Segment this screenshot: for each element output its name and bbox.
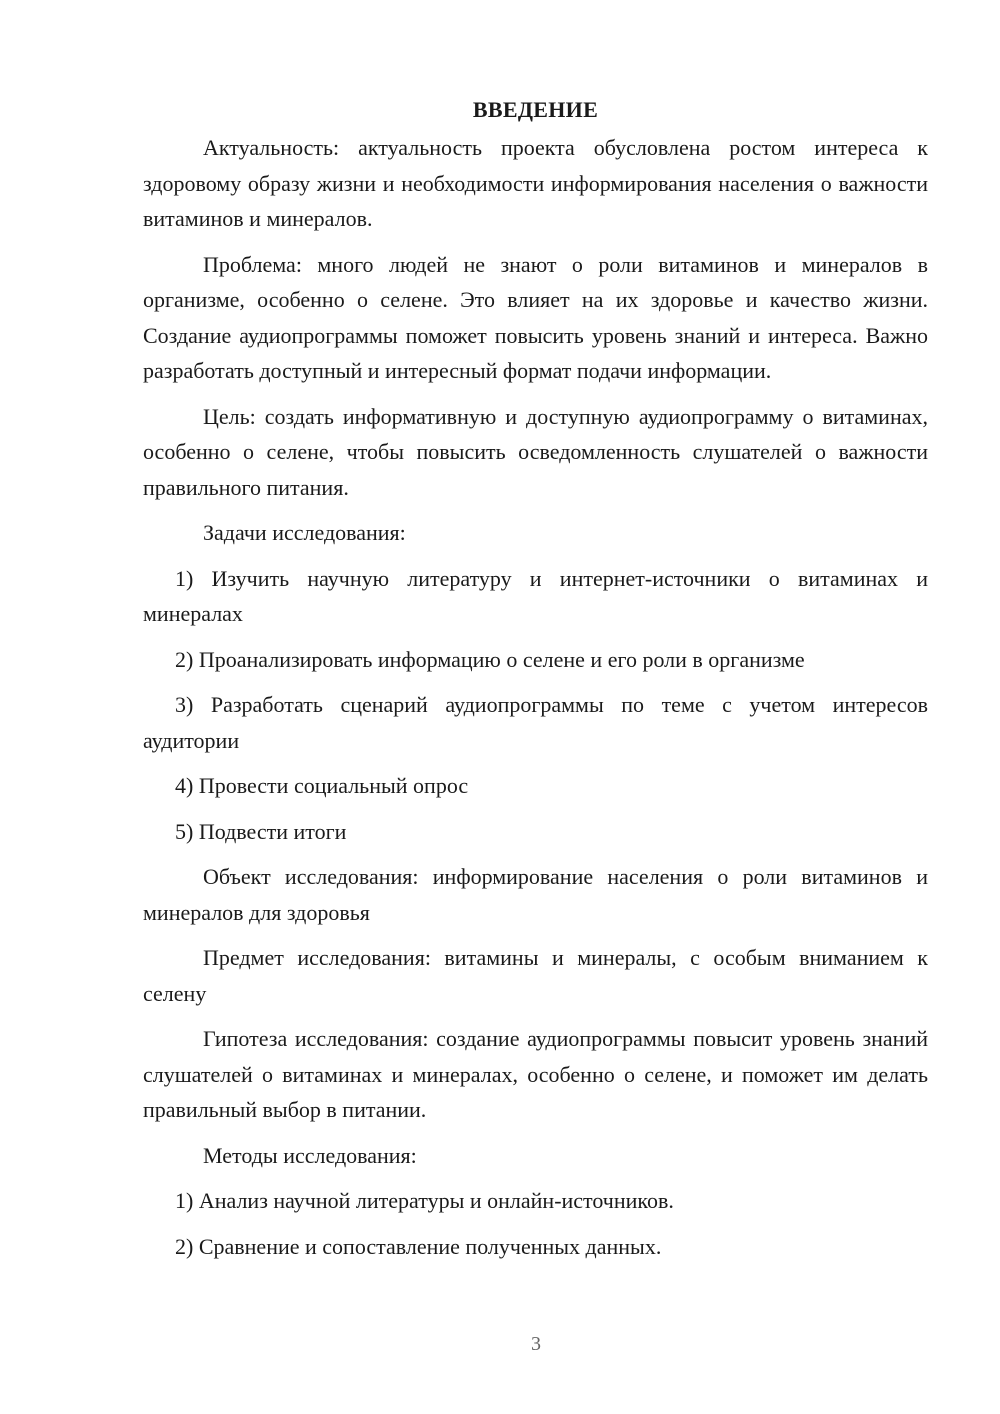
section-title: ВВЕДЕНИЕ bbox=[472, 97, 599, 122]
task-item: 4) Провести социальный опрос bbox=[175, 773, 469, 798]
task-item: 5) Подвести итоги bbox=[175, 818, 347, 844]
method-item: 1) Анализ научной литературы и онлайн-источников. bbox=[175, 1188, 674, 1213]
tasks-heading: Задачи исследования: bbox=[203, 520, 406, 545]
subject-paragraph: Предмет исследования: витамины и минералы, с особым вниманием к селену bbox=[143, 945, 928, 1006]
relevance-paragraph: Актуальность: актуальность проекта обусловлена ростом интереса к здоровому образу жизни и необходимости информирования населения о важности витаминов и минералов. bbox=[143, 135, 928, 231]
task-item: 2) Проанализировать информацию о селене и его роли в организме bbox=[175, 646, 805, 672]
document-page bbox=[143, 92, 928, 1274]
hypothesis-paragraph: Гипотеза исследования: создание аудиопрограммы повысит уровень знаний слушателей о витаминах и минералах, особенно о селене, и поможет им делать правильный выбор в питании. bbox=[143, 1026, 928, 1122]
problem-paragraph: Проблема: много людей не знают о роли витаминов и минералов в организме, особенно о селене. Это влияет на их здоровье и качество жизни. Создание аудиопрограммы поможет повысить уровень знаний и интереса. Важно разработать доступный и интересный формат подачи информации. bbox=[143, 251, 928, 383]
object-paragraph: Объект исследования: информирование населения о роли витаминов и минералов для здоровья bbox=[143, 864, 928, 925]
goal-paragraph: Цель: создать информативную и доступную аудиопрограмму о витаминах, особенно о селене, чтобы повысить осведомленность слушателей о важности правильного питания. bbox=[143, 403, 928, 500]
page-number: 3 bbox=[531, 1333, 541, 1355]
task-item: 3) Разработать сценарий аудиопрограммы по теме с учетом интересов аудитории bbox=[143, 692, 928, 753]
task-item: 1) Изучить научную литературу и интернет-источники о витаминах и минералах bbox=[143, 565, 928, 626]
methods-heading: Методы исследования: bbox=[203, 1142, 417, 1168]
method-item: 2) Сравнение и сопоставление полученных данных. bbox=[175, 1233, 662, 1259]
